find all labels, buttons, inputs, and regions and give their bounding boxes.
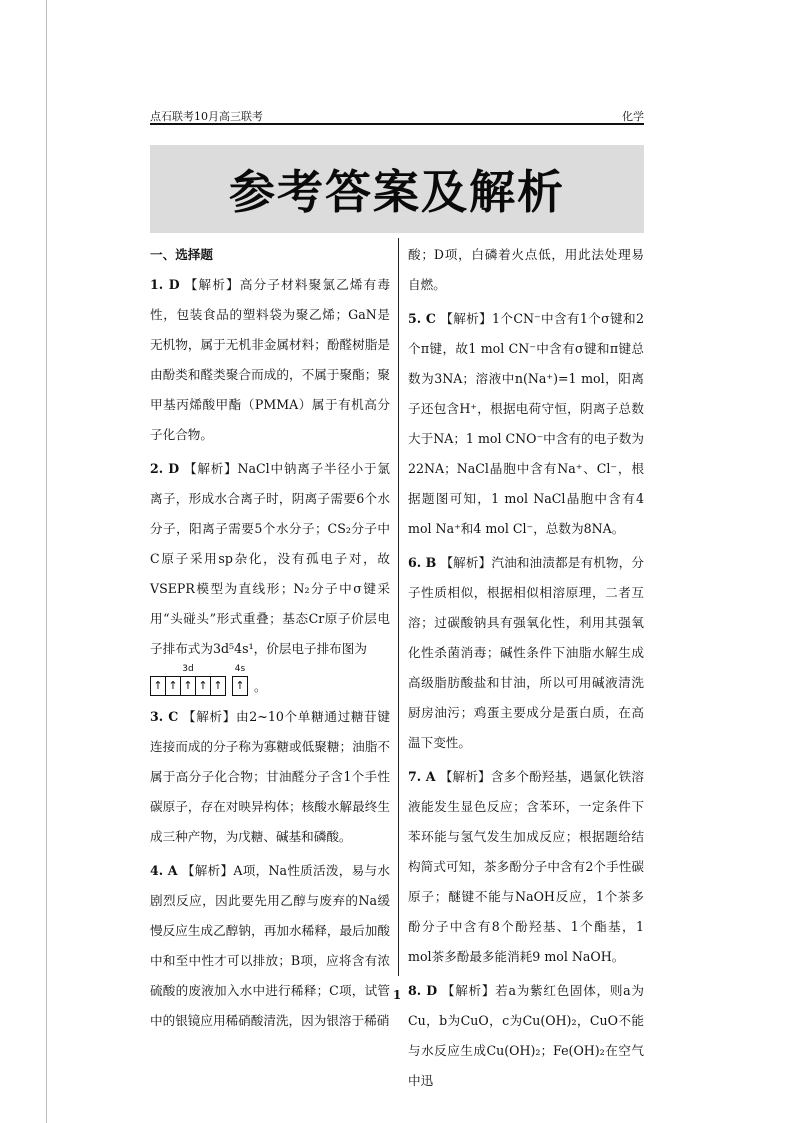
answer-1-tag: 【解析】 <box>184 277 240 292</box>
answer-1-number: 1. D <box>150 277 180 292</box>
answer-4-continued: 酸；D项，白磷着火点低，用此法处理易自燃。 <box>408 247 644 292</box>
answer-6 <box>408 548 644 758</box>
page-header <box>150 108 644 124</box>
answer-2-text: NaCl中钠离子半径小于氯离子，形成水合离子时，阴离子需要6个水分子，阳离子需要5个水分子；CS₂分子中C原子采用sp杂化，没有孤电子对，故VSEPR模型为直线形；N₂分子中σ键采用“头碰头”形式重叠；基态Cr原子价层电子排布式为3d⁵4s¹，价层电子排布图为 <box>150 461 391 656</box>
answer-3 <box>150 702 390 852</box>
page-edge <box>46 0 47 1123</box>
answer-6-text: 汽油和油渍都是有机物，分子性质相似，根据相似相溶原理，二者互溶；过碳酸钠具有强氧化性，利用其强氧化性杀菌消毒；碱性条件下油脂水解生成高级脂肪酸盐和甘油，所以可用碱液清洗厨房油污；鸡蛋主要成分是蛋白质，在高温下变性。 <box>408 555 644 750</box>
answer-7-text: 含多个酚羟基，遇氯化铁溶液能发生显色反应；含苯环，一定条件下苯环能与氢气发生加成反应；根据题给结构简式可知，茶多酚分子中含有2个手性碳原子；醚键不能与NaOH反应，1个茶多酚分子中含有8个酚羟基、1个酯基，1 mol茶多酚最多能消耗9 mol NaOH。 <box>408 769 645 964</box>
answer-7-tag: 【解析】 <box>439 769 491 784</box>
column-divider <box>398 238 399 976</box>
answer-8 <box>408 976 644 1096</box>
answer-4-text: A项，Na性质活泼，易与水剧烈反应，因此要先用乙醇与废弃的Na缓慢反应生成乙醇钠，再加水稀释，最后加酸中和至中性才可以排放；B项，应将含有浓硫酸的废液加入水中进行稀释；C项，试管中的银镜应用稀硝酸清洗，因为银溶于稀硝 <box>150 863 391 1028</box>
orbital-box: ↑ <box>210 676 226 696</box>
answer-3-text: 由2~10个单糖通过糖苷键连接而成的分子称为寡糖或低聚糖；油脂不属于高分子化合物；甘油醛分子含1个手性碳原子，存在对映异构体；核酸水解最终生成三种产物，为戊糖、碱基和磷酸。 <box>150 709 390 844</box>
answer-1-text: 高分子材料聚氯乙烯有毒性，包装食品的塑料袋为聚乙烯；GaN是无机物，属于无机非金属材料；酚醛树脂是由酚类和醛类聚合而成的，不属于聚酯；聚甲基丙烯酸甲酯（PMMA）属于有机高分子化合物。 <box>150 277 390 442</box>
orbital-box: ↑ <box>180 676 195 696</box>
answer-8-number: 8. D <box>408 983 438 998</box>
right-column <box>408 240 644 1100</box>
page-title: 参考答案及解析 <box>229 165 565 219</box>
page-number: 1 <box>392 988 402 1002</box>
answer-5 <box>408 304 644 544</box>
header-rule <box>150 123 644 125</box>
answer-5-number: 5. C <box>408 311 436 326</box>
orbital-box: ↑ <box>150 676 165 696</box>
header-exam-name: 点石联考10月高三联考 <box>150 110 263 123</box>
answer-1 <box>150 270 390 450</box>
answer-8-text: 若a为紫红色固体，则a为Cu，b为CuO，c为Cu(OH)₂，CuO不能与水反应生成Cu(OH)₂；Fe(OH)₂在空气中迅 <box>408 983 644 1088</box>
answer-4-number: 4. A <box>150 863 178 878</box>
answer-2-tag: 【解析】 <box>184 461 238 476</box>
orbital-box: ↑ <box>232 676 248 696</box>
section-title: 一、选择题 <box>150 247 213 262</box>
orbital-3d-label: 3d <box>182 664 194 674</box>
orbital-box: ↑ <box>165 676 180 696</box>
answer-3-number: 3. C <box>150 709 179 724</box>
answer-7-number: 7. A <box>408 769 436 784</box>
answer-5-tag: 【解析】 <box>440 311 493 326</box>
orbital-4s <box>232 664 248 696</box>
config-suffix: 。 <box>254 679 267 694</box>
orbital-box: ↑ <box>195 676 210 696</box>
answer-5-text: 1个CN⁻中含有1个σ键和2个π键，故1 mol CN⁻中含有σ键和π键总数为3NA；溶液中n(Na⁺)=1 mol，阳离子还包含H⁺，根据电荷守恒，阴离子总数大于NA；1 mol CNO⁻中含有的电子数为22NA；NaCl晶胞中含有Na⁺、Cl⁻，根据题图可知，1 mol NaCl晶胞中含有4 mol Na⁺和4 mol Cl⁻，总数为8NA。 <box>408 311 644 536</box>
left-column <box>150 240 390 1040</box>
orbital-3d <box>150 664 226 696</box>
answer-7 <box>408 762 644 972</box>
orbital-4s-label: 4s <box>234 664 246 674</box>
header-subject: 化学 <box>622 110 644 123</box>
answer-2 <box>150 454 390 664</box>
answer-4-tag: 【解析】 <box>181 863 234 878</box>
title-banner <box>150 145 644 233</box>
answer-6-number: 6. B <box>408 555 437 570</box>
answer-6-tag: 【解析】 <box>440 555 492 570</box>
answer-3-tag: 【解析】 <box>182 709 236 724</box>
answer-4 <box>150 856 390 1036</box>
answer-2-number: 2. D <box>150 461 180 476</box>
answer-8-tag: 【解析】 <box>441 983 496 998</box>
electron-configuration-diagram <box>150 666 390 696</box>
